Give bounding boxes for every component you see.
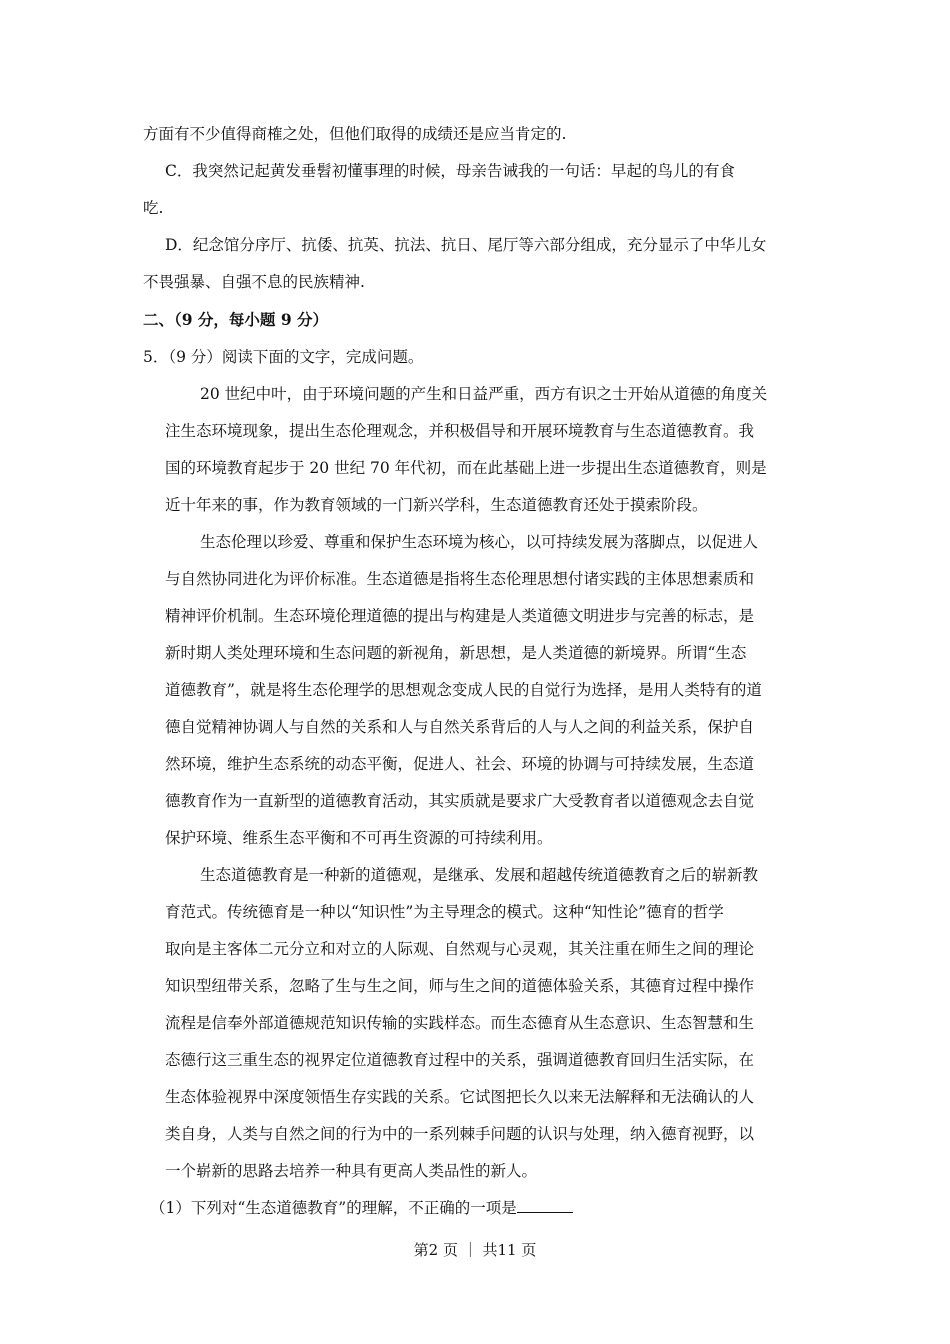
text-line-content: 德自觉精神协调人与自然的关系和人与自然关系背后的人与人之间的利益关系，保护自 (165, 718, 755, 736)
text-line (165, 976, 754, 996)
text-line-content: 道德教育”，就是将生态伦理学的思想观念变成人民的自觉行为选择，是用人类特有的道 (165, 681, 762, 699)
text-line-content: 近十年来的事，作为教育领域的一门新兴学科，生态道德教育还处于摸索阶段。 (165, 496, 708, 514)
text-line (165, 754, 754, 774)
text-line-content: 知识型纽带关系，忽略了生与生之间，师与生之间的道德体验关系，其德育过程中操作 (165, 977, 755, 995)
text-line (165, 828, 553, 848)
text-line-content: 流程是信奉外部道德规范知识传输的实践样态。而生态德育从生态意识、生态智慧和生 (165, 1014, 755, 1032)
text-line-content: （1）下列对“生态道德教育”的理解，不正确的一项是 (150, 1199, 517, 1217)
text-line (165, 791, 754, 811)
text-line-content: 精神评价机制。生态环境伦理道德的提出与构建是人类道德文明进步与完善的标志，是 (165, 607, 755, 625)
text-line-content: 生态体验视界中深度领悟生存实践的关系。它试图把长久以来无法解释和无法确认的人 (165, 1088, 755, 1106)
text-line-content: 20 世纪中叶，由于环境问题的产生和日益严重，西方有识之士开始从道德的角度关 (200, 385, 768, 403)
text-line-content: 吃. (143, 199, 164, 217)
text-line (165, 939, 754, 959)
text-line (150, 1198, 573, 1218)
text-line (165, 495, 708, 515)
text-line-content: 一个崭新的思路去培养一种具有更高人类品性的新人。 (165, 1162, 538, 1180)
text-line (165, 680, 762, 700)
answer-blank (517, 1198, 573, 1213)
text-line (200, 865, 758, 885)
text-line (165, 1050, 754, 1070)
text-line (165, 1087, 754, 1107)
text-line-content: 与自然协同进化为评价标准。生态道德是指将生态伦理思想付诸实践的主体思想素质和 (165, 570, 755, 588)
text-line-content: 注生态环境现象，提出生态伦理观念，并积极倡导和开展环境教育与生态道德教育。我 (165, 422, 755, 440)
text-line-content: 不畏强暴、自强不息的民族精神. (143, 273, 365, 291)
text-line-content: D．纪念馆分序厅、抗倭、抗英、抗法、抗日、尾厅等六部分组成，充分显示了中华儿女 (165, 236, 767, 254)
text-line (165, 902, 724, 922)
text-line-content: 国的环境教育起步于 20 世纪 70 年代初，而在此基础上进一步提出生态道德教育，则是 (165, 459, 767, 477)
text-line (165, 606, 754, 626)
text-line-content: 取向是主客体二元分立和对立的人际观、自然观与心灵观，其关注重在师生之间的理论 (165, 940, 755, 958)
text-line (165, 643, 746, 663)
text-line-content: 态德行这三重生态的视界定位道德教育过程中的关系，强调道德教育回归生活实际，在 (165, 1051, 755, 1069)
text-line-content: 生态伦理以珍爱、尊重和保护生态环境为核心，以可持续发展为落脚点，以促进人 (200, 533, 759, 551)
text-line (165, 458, 767, 478)
text-line (165, 1161, 537, 1181)
text-line (165, 235, 766, 255)
text-line-content: 保护环境、维系生态平衡和不可再生资源的可持续利用。 (165, 829, 553, 847)
text-line (165, 717, 754, 737)
text-line-content: 方面有不少值得商榷之处，但他们取得的成绩还是应当肯定的. (143, 125, 567, 143)
text-line (143, 347, 423, 367)
text-line (143, 272, 365, 292)
text-line (165, 1124, 754, 1144)
text-line (143, 124, 566, 144)
text-line (165, 161, 735, 181)
text-line-content: 生态道德教育是一种新的道德观，是继承、发展和超越传统道德教育之后的崭新教 (200, 866, 759, 884)
text-line (165, 569, 754, 589)
text-line-content: C．我突然记起黄发垂髫初懂事理的时候，母亲告诫我的一句话：早起的鸟儿的有食 (165, 162, 735, 180)
text-line (143, 310, 328, 330)
page-footer: 第2 页 ｜ 共11 页 (413, 1241, 537, 1259)
text-line-content: 德教育作为一直新型的道德教育活动，其实质就是要求广大受教育者以道德观念去自觉 (165, 792, 755, 810)
text-line (200, 384, 767, 404)
text-line-content: 然环境，维护生态系统的动态平衡，促进人、社会、环境的协调与可持续发展，生态道 (165, 755, 755, 773)
text-line (143, 198, 163, 218)
text-line (165, 1013, 754, 1033)
text-line (165, 421, 754, 441)
text-line-content: 二、（9 分，每小题 9 分） (143, 310, 329, 329)
text-line-content: 新时期人类处理环境和生态问题的新视角，新思想，是人类道德的新境界。所谓“生态 (165, 644, 747, 662)
text-line (200, 532, 758, 552)
text-line-content: 育范式。传统德育是一种以“知识性”为主导理念的模式。这种“知性论”德育的哲学 (165, 903, 724, 921)
text-line-content: 类自身，人类与自然之间的行为中的一系列棘手问题的认识与处理，纳入德育视野，以 (165, 1125, 755, 1143)
text-line-content: 5．（9 分）阅读下面的文字，完成问题。 (143, 348, 424, 366)
